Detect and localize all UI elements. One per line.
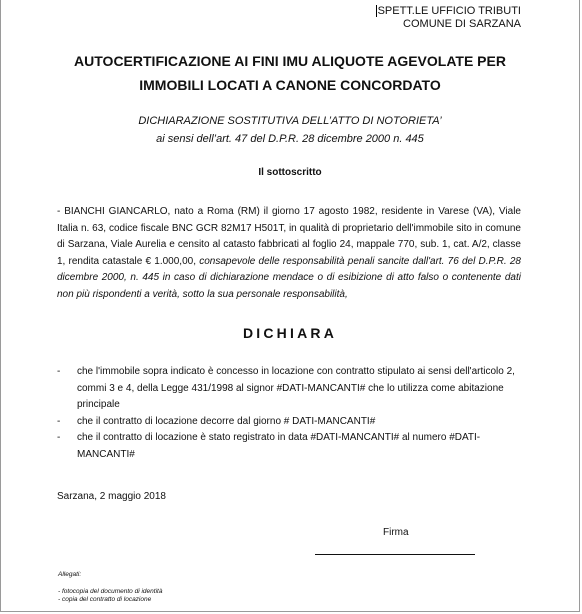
attachment-item: - fotocopia del documento di identità (58, 587, 163, 595)
title-line-1: AUTOCERTIFICAZIONE AI FINI IMU ALIQUOTE AGEVOLATE PER (74, 53, 506, 69)
declaration-item-registration (57, 430, 521, 463)
declarant-paragraph (57, 204, 521, 304)
text-cursor (376, 5, 377, 17)
undersigned-heading: Il sottoscritto (258, 167, 322, 178)
document-title (1, 49, 579, 97)
addressee-line-2: COMUNE DI SARZANA (403, 18, 521, 30)
responsibility-clause: consapevole delle responsabilità penali sancite dall'art. 76 del D.P.R. 28 dicembre 2000, n. 445 in caso di dichiarazione mendace o di esibizione di atto falso o contenente dati non più rispondenti a verità, sotto la sua personale responsabilità, (57, 255, 521, 300)
attachments-block (58, 571, 162, 605)
document-subtitle (1, 112, 579, 148)
declaration-text: che il contratto di locazione è stato registrato in data #DATI-MANCANTI# al numero #DATI-MANCANTI# (77, 432, 481, 460)
declaration-text: che l'immobile sopra indicato è concesso in locazione con contratto stipulato ai sensi dell'articolo 2, commi 3 e 4, della Legge 431/1998 al signor #DATI-MANCANTI# che lo utilizza come abitazione principale (77, 366, 515, 410)
declaration-item-lease (57, 364, 521, 414)
addressee-block (376, 5, 521, 31)
declaration-list (57, 364, 521, 463)
list-dash: - (57, 366, 61, 377)
signature-line (315, 554, 475, 555)
signature-label: Firma (383, 527, 409, 538)
addressee-office: SPETT.LE UFFICIO TRIBUTI (377, 5, 521, 17)
declarant-details: - BIANCHI GIANCARLO, nato a Roma (RM) il giorno 17 agosto 1982, residente in Varese (VA), Viale Italia n. 63, codice fiscale BNC GCR 82M17 H501T, in qualità di proprietario dell'immobile sito in comune di Sarzana, Viale Aurelia e censito al catasto fabbricati al foglio 24, mappale 770, sub. 1, cat. A/2, classe 1, rendita catastale € 1.000,00, (57, 206, 521, 267)
declare-heading: DICHIARA (242, 325, 338, 341)
list-dash: - (57, 432, 61, 443)
addressee-line-1 (376, 5, 521, 18)
subtitle-line-2: ai sensi dell’art. 47 del D.P.R. 28 dicembre 2000 n. 445 (156, 133, 424, 145)
attachment-item: - copia del contratto di locazione (58, 596, 152, 603)
subtitle-line-1: DICHIARAZIONE SOSTITUTIVA DELL’ATTO DI NOTORIETA’ (138, 115, 442, 127)
declaration-text: che il contratto di locazione decorre dal giorno # DATI-MANCANTI# (77, 415, 376, 427)
place-and-date: Sarzana, 2 maggio 2018 (57, 491, 166, 502)
list-dash: - (57, 415, 61, 427)
declaration-item-start-date (57, 414, 521, 431)
title-line-2: IMMOBILI LOCATI A CANONE CONCORDATO (139, 77, 441, 93)
attachments-heading: Allegati: (58, 571, 82, 578)
